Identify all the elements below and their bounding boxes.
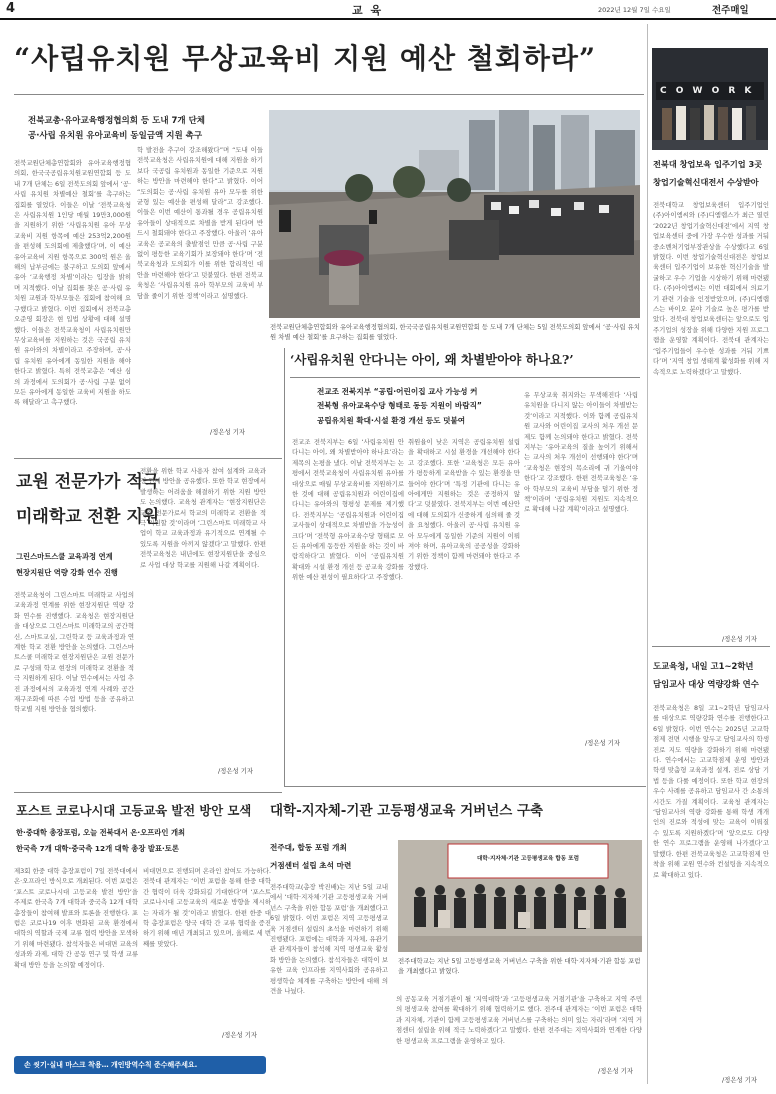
quote-sub-3: 공립유치원 확대·시설 환경 개선 등도 덧붙여 (317, 416, 466, 425)
footer-banner (14, 1056, 266, 1074)
homeroom-training-title-1: 도교육청, 내일 고1~2학년 (653, 661, 754, 671)
postcorona-sub-2: 한국측 7개 대학·중국측 12개 대학 총장 발표·토론 (16, 844, 179, 853)
rally-photo (269, 110, 640, 318)
quote-body-col1: 전교조 전북지부는 6일 ‘사립유치원 안 다니는 아이, 왜 차별받아야 하나요’라는 제목의 논평을 냈다. 이날 전북지부는 논평에서 전북교육청이 사립유치원 유아를 대상으로 매월 무상교육비를 지원하기로 한 것에 대해 공립유치원과 어린이집에 다니는 유아와의 형평성 문제를 제기했다. 전북지부는 ‘공립유치원과 어린이집 교사들이 상대적으로 차별받을 가능성이 크다’며 ‘전북형 유아교육수당 형태로 모든 유아에게 동등한 지원을 하는 것이 바람직하다’고 밝혔다. 이어 ‘공립유치원 확대와 시설 환경 개선 등 공교육 강화를 위한 예산 편성이 필요하다’고 주장했다. (292, 438, 404, 582)
startup-award-graphic (652, 48, 768, 150)
postcorona-title: 포스트 코로나시대 고등교육 발전 방안 모색 (16, 803, 252, 818)
governance-title: 대학-지자체-기관 고등평생교육 거버넌스 구축 (270, 803, 544, 819)
quote-box (285, 345, 643, 785)
quote-title: ‘사립유치원 안다니는 아이, 왜 차별받아야 하나요?’ (290, 352, 574, 367)
forum-group-photo (398, 840, 642, 952)
postcorona-body-col1: 제3회 한중 대학 총장포럼이 7일 전북대에서 온·오프라인 방식으로 개최된다. 이번 포럼은 ‘포스트 코로나시대 고등교육 발전 방안’을 주제로 한국측 7개 대학과 중국측 12개 대학 총장들이 참여해 발표와 토론을 진행한다. 포럼은 코로나19 이후 변화된 교육 환경에서 대학의 역할과 국제 교류 협력 방안을 모색하기 위해 마련됐다. 참석자들은 비대면 교육의 성과와 과제, 대학 간 공동 연구 및 학생 교류 확대 방안 등을 논의할 예정이다. (14, 867, 138, 969)
paper-name: 전주매일 (712, 5, 749, 16)
forum-photo-caption: 전주대학교는 지난 5일 고등평생교육 거버넌스 구축을 위한 대학·지자체·기관 합동 포럼을 개최했다고 밝혔다. (398, 957, 641, 975)
postcorona-body-col2: 비대면으로 진행되며 온라인 참여도 가능하다. 전북대 관계자는 ‘이번 포럼을 통해 한중 대학 간 협력이 더욱 강화되길 기대한다’며 ‘포스트 코로나시대 고등교육의 새로운 방향을 제시하는 자리가 될 것’이라고 밝혔다. 한편 한중 대학 총장포럼은 양국 대학 간 교류 협력을 증진하기 위해 매년 개최되고 있으며, 올해로 세 번째를 맞았다. (143, 867, 271, 948)
headline-byline: /정은성 기자 (210, 428, 246, 436)
forum-banner-text: 대학·지자체·기관 고등평생교육 합동 포럼 (477, 856, 579, 862)
teacher-article-sub-2: 현장지원단 역량 강화 연수 진행 (16, 568, 118, 577)
quote-byline: /정은성 기자 (585, 739, 621, 747)
teacher-article-body-col2: 전환을 위한 학교 사용자 참여 설계와 교육과정 연계 방안을 공유했다. 또한 학교 현장에서 발생하는 어려움을 해결하기 위한 지원 방안도 논의했다. 교육청 관계자는 ‘현장지원단은 교원 전문가로서 학교의 미래학교 전환을 적극 지원할 것’이라며 ‘그린스마트 미래학교 사업이 학교 교육과정과 유기적으로 연계될 수 있도록 지원을 아끼지 않겠다’고 말했다. 한편 전북교육청은 내년에도 현장지원단을 중심으로 사업 대상 학교를 지원해 나갈 계획이다. (140, 467, 266, 569)
startup-award-photo (652, 48, 768, 150)
startup-award-title-2: 창업기술혁신대전서 수상받아 (653, 177, 759, 187)
headline-sub-1: 전북교총·유아교육행정협의회 등 도내 7개 단체 (28, 116, 205, 126)
homeroom-training-body: 전북교육청은 8일 고1~2학년 담임교사를 대상으로 역량강화 연수를 진행한다고 6일 밝혔다. 이번 연수는 2025년 고교학점제 전면 시행을 앞두고 담임교사의 학생 진로 지도 역량을 강화하기 위해 마련됐다. 연수에서는 고교학점제 운영 방안과 학생 맞춤형 교육과정 설계, 진로 상담 기법 등을 다룰 예정이다. 또한 학교 현장의 우수 사례를 공유하고 담임교사 간 소통의 시간도 가질 계획이다. 교육청 관계자는 ‘담임교사의 역량 강화를 통해 학생 개개인의 진로와 적성에 맞는 교육이 이뤄질 수 있도록 지원하겠다’며 ‘앞으로도 다양한 연수 프로그램을 운영해 나가겠다’고 말했다. 한편 전북교육청은 고교학점제 안착을 위해 교원 연수와 컨설팅을 지속적으로 확대하고 있다. (653, 704, 769, 879)
startup-award-sign: C O W O R K (660, 86, 755, 96)
postcorona-sub-1: 한·중대학 총장포럼, 오늘 전북대서 온·오프라인 개최 (16, 828, 186, 837)
homeroom-training-byline: /정은성 기자 (722, 1076, 758, 1084)
main-headline: “사립유치원 무상교육비 지원 예산 철회하라” (14, 42, 597, 75)
startup-award-byline: /정은성 기자 (722, 635, 758, 643)
postcorona-byline: /정은성 기자 (222, 1031, 258, 1039)
governance-body-col1: 전주대학교(총장 박진배)는 지난 5일 교내에서 ‘대학·지자체·기관 고등평생교육 거버넌스 구축을 위한 합동 포럼’을 개최했다고 6일 밝혔다. 이번 포럼은 지역 고등평생교육 거점센터 설립의 초석을 마련하기 위해 진행됐다. 포럼에는 대학과 지자체, 유관기관 관계자들이 참석해 지역 평생교육 활성화 방안을 논의했다. 참석자들은 대학이 보유한 교육 인프라를 지역사회와 공유하고 평생학습 체계를 구축하는 방안에 대해 의견을 나눴다. (270, 883, 388, 996)
quote-sub-2: 전북형 유아교육수당 형태로 동등 지원이 바람직” (317, 401, 482, 410)
teacher-article-sub-1: 그린스마트스쿨 교육과정 연계 (16, 552, 113, 561)
page-header (0, 0, 776, 18)
startup-award-title-1: 전북대 창업보육 입주기업 3곳 (653, 159, 763, 169)
section-name: 교 육 (352, 4, 384, 17)
page-number: 4 (6, 1, 16, 16)
homeroom-training-title-2: 담임교사 대상 역량강화 연수 (653, 679, 759, 689)
headline-sub-2: 공·사립 유치원 유아교육비 동일금액 지원 촉구 (28, 131, 203, 141)
governance-byline: /정은성 기자 (598, 1067, 634, 1075)
issue-date: 2022년 12월 7일 수요일 (598, 6, 671, 14)
headline-body-col1: 전북교원단체총연합회와 유아교육행정협의회, 한국국공립유치원교원연합회 등 도내 7개 단체는 6일 전북도의회 앞에서 ‘공·사립 유치원 차별예산 철회’를 촉구하는 집회를 열었다. 이들은 이날 ‘전북교육청은 사립유치원 1인당 매월 19만3,000원을 지원하기 위한 ‘사립유치원 유아 무상교육비 지원 항목에 예산 253억2,200원을 편성해 도의회에 제출했다’며, 이 예산 유아교육비 지원 항목으로 300억 원은 올해의 납부금에는 불구하고 도의회 앞에서 유아 ‘교육행정 차별’이라는 입장을 밝히며 지적했다. 이날 집회를 찾은 공·사립 유치원 교원과 학부모들은 집회에 참여해 요구했다고 밝혔다. 이번 집회에서 전북교총 오준영 회장은 현 입법 상황에 대해 설명했다. 이들은 전북교육청이 사립유치원만 무상교육비를 지원하는 것은 국공립 유치원 유아와의 차별이라고 주장하며, 공·사립 유치원 유아에게 동일한 지원을 해야 한다고 밝혔다. 특히 전북교총은 ‘예산 심의 과정에서 도의회가 공·사립 구분 없이 모든 유아에게 동일한 교육비 지원을 하도록 해달라’고 촉구했다. (14, 159, 131, 407)
governance-sub-2: 거점센터 설립 초석 마련 (270, 861, 352, 870)
teacher-article-title-2: 미래학교 전환 지원 (16, 507, 160, 527)
governance-body-col2: 의 공동교육 거점기관이 될 ‘지역대학’과 ‘고등평생교육 거점기관’을 구축하고 지역 주민의 평생교육 참여를 확대하기 위해 협력하기로 했다. 전주대 관계자는 ‘이번 포럼은 대학과 지자체, 기관이 함께 고등평생교육 거버넌스를 구축하는 의미 있는 자리’라며 ‘지역 거점센터 설립을 위해 적극 노력하겠다’고 말했다. 한편 전주대는 지역사회와 연계한 다양한 평생교육 프로그램을 운영하고 있다. (396, 995, 642, 1045)
startup-award-body: 전북대학교 창업보육센터 입주기업인 (주)아이엠씨와 (주)디엠랩스가 최근 열린 ‘2022년 창업기술혁신대전’에서 지역 창업보육센터 중에 가장 우수한 성과를 거둬 중소벤처기업부장관상을 수상했다고 6일 밝혔다. 이번 창업기술혁신대전은 창업보육센터 입주기업이 보유한 혁신기술을 발굴하고 우수 기업을 시상하기 위해 마련됐다. (주)아이엠씨는 이번 대회에서 의료기기 관련 기술을 인정받았으며, (주)디엠랩스는 바이오 분야 기술로 높은 평가를 받았다. 전북대 창업보육센터는 앞으로도 입주기업의 성장을 위해 다양한 지원 프로그램을 운영할 계획이다. 전북대 관계자는 ‘입주기업들이 우수한 성과를 거둬 기쁘다’며 ‘지역 창업 생태계 활성화를 위해 지속적으로 노력하겠다’고 말했다. (653, 201, 769, 376)
teacher-article-title-1: 교원 전문가가 적극 (16, 472, 160, 492)
quote-sub-1: 전교조 전북지부 “공립·어린이집 교사 가능성 커 (317, 387, 478, 396)
headline-body-col2: 학 발전을 추구이 강조해왔다”며 “도내 이들 전북교육청은 사립유치원에 대해 지원을 하기보다 국공립 유치원과 동일한 기준으로 지원하는 방안을 마련해야 한다”고 밝혔다. 이어 “도의회는 공·사립 유치원 유아 모두를 위한 균형 있는 예산을 편성해 달라”고 강조했다. 이들은 이번 예산이 통과될 경우 공립유치원 유아들이 상대적으로 차별을 받게 된다며 반드시 철회돼야 한다고 주장했다. 아울러 ‘유아교육은 공교육의 출발점인 만큼 공·사립 구분 없이 평등한 교육기회가 보장돼야 한다’며 ‘전북교육청과 도의회가 이를 위한 합리적인 대안을 마련해야 한다’고 덧붙였다. 한편 전북교육청은 ‘사립유치원 유아 학부모의 교육비 부담을 줄이기 위한 정책’이라고 설명했다. (137, 146, 263, 300)
footer-banner-text: 손 씻기·실내 마스크 착용… 개인방역수칙 준수해주세요. (24, 1061, 198, 1069)
rally-photo-graphic (269, 110, 640, 318)
quote-body-col3: 유 무상교육 취지와는 무색해진다 ‘사립유치원을 다니지 않는 아이들이 차별받는 것’이라고 지적했다. 이와 함께 공립유치원 교사와 어린이집 교사의 처우 개선 문제도 함께 논의돼야 한다고 밝혔다. 전북지부는 ‘유아교육의 질을 높이기 위해서는 교사의 처우 개선이 선행돼야 한다’며 ‘교육청은 현장의 목소리에 귀 기울여야 한다’고 강조했다. 한편 전북교육청은 ‘유아 학부모의 교육비 부담을 덜기 위한 정책’이라며 ‘공립유치원 지원도 지속적으로 확대해 나갈 계획’이라고 설명했다. (524, 391, 638, 514)
teacher-article-byline: /정은성 기자 (218, 767, 254, 775)
teacher-article-body-col1: 전북교육청이 그린스마트 미래학교 사업의 교육과정 연계를 위한 현장지원단 역량 강화 연수를 진행했다. 교육청은 현장지원단을 대상으로 그린스마트 미래학교의 공간혁신, 스마트교실, 그린학교 등 교육과정과 연계한 학교 전환 방안을 논의했다. 그린스마트스쿨 미래학교 현장지원단은 교원 전문가로 구성돼 학교 현장의 미래학교 전환을 적극 지원하게 된다. 이날 연수에서는 사업 추진 과정에서의 교육과정 연계 사례와 공간 재구조화에 따른 수업 방법 등을 공유하고 학교별 지원 방안을 협의했다. (14, 591, 134, 714)
rally-photo-caption: 전북교원단체총연합회와 유아교육행정협의회, 한국국공립유치원교원연합회 등 도내 7개 단체는 5일 전북도의회 앞에서 ‘공·사립 유치원 차별 예산 철회’를 요구하는 집회를 열었다. (270, 323, 640, 341)
governance-sub-1: 전주대, 합동 포럼 개최 (270, 843, 347, 852)
quote-body-col2: 취원율이 낮은 지역은 공립유치원 설립을 확대하고 시설 환경을 개선해야 한다고 강조했다. 또한 ‘교육청은 모든 유아가 평등하게 교육받을 수 있는 환경을 만들어야 한다’며 ‘특정 기관에 다니는 유아에게만 지원하는 것은 공정하지 않다’고 덧붙였다. 전북지부는 이번 예산안에 대해 도의회가 신중하게 심의해 줄 것을 요청했다. 아울러 공·사립 유치원 유아 모두에게 동일한 기준의 지원이 이뤄져야 하며, 유아교육의 공공성을 강화하기 위한 정책이 함께 마련돼야 한다고 주장했다. (408, 438, 520, 571)
